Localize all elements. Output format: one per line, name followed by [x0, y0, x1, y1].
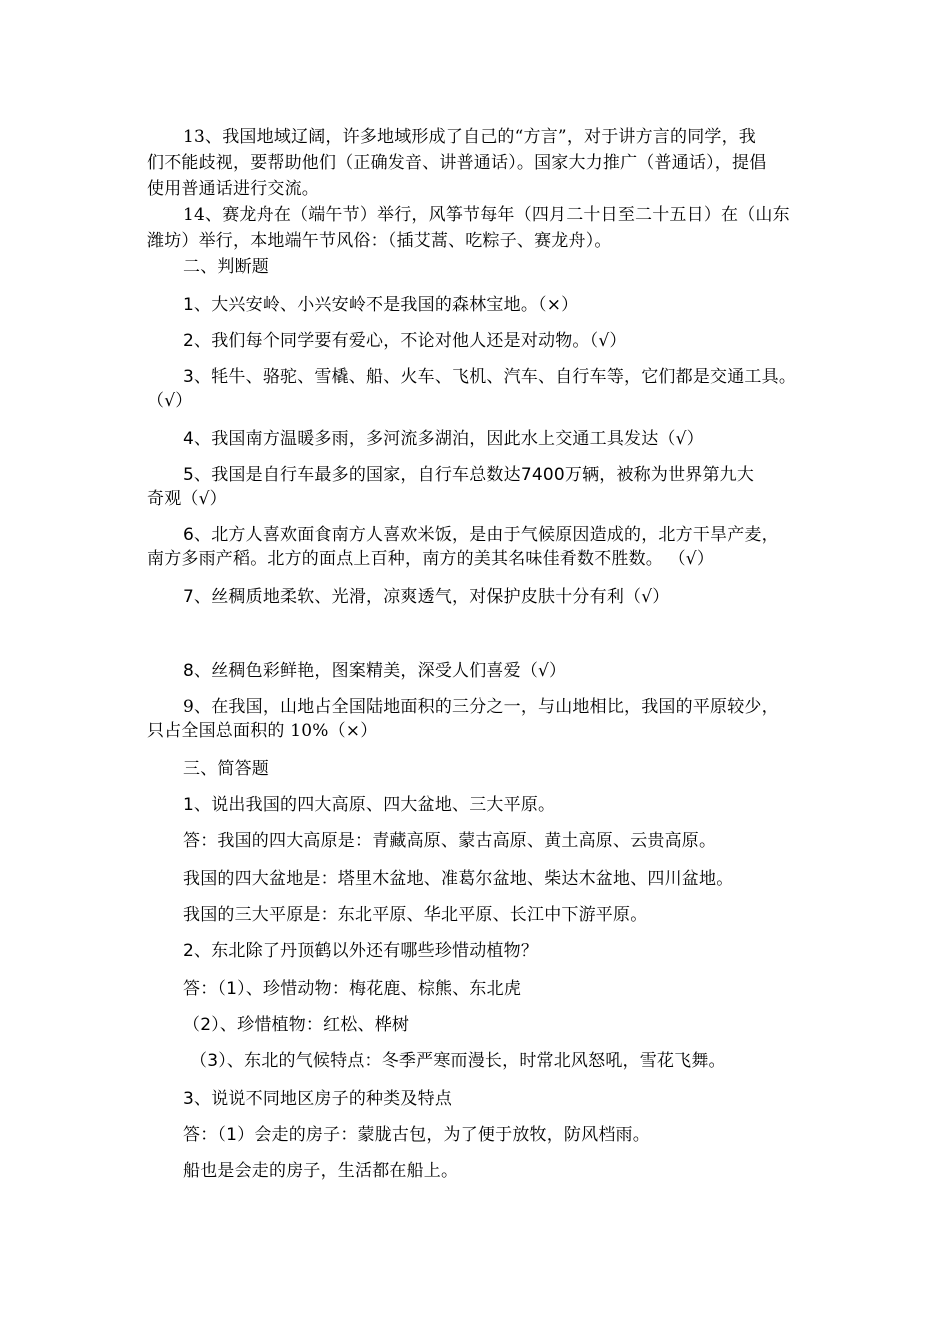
fill-blank-q14-line1: 14、赛龙舟在（端午节）举行，风筝节每年（四月二十日至二十五日）在（山东	[183, 205, 790, 225]
fill-blank-q13-line2: 们不能歧视，要帮助他们（正确发音、讲普通话）。国家大力推广（普通话），提倡	[147, 153, 767, 173]
short-answer-a1-line3: 我国的三大平原是：东北平原、华北平原、长江中下游平原。	[183, 905, 648, 925]
short-answer-a1-line2: 我国的四大盆地是：塔里木盆地、准葛尔盆地、柴达木盆地、四川盆地。	[183, 869, 734, 889]
short-answer-a2-line1: 答：（1）、珍惜动物：梅花鹿、棕熊、东北虎	[183, 979, 522, 999]
short-answer-a3-line2: 船也是会走的房子，生活都在船上。	[183, 1161, 459, 1181]
short-answer-q1: 1、说出我国的四大高原、四大盆地、三大平原。	[183, 795, 556, 815]
fill-blank-q14-line2: 潍坊）举行，本地端午节风俗：（插艾蒿、吃粽子、赛龙舟）。	[147, 231, 612, 251]
fill-blank-q13-line1: 13、我国地域辽阔，许多地域形成了自己的“方言”，对于讲方言的同学，我	[183, 127, 757, 147]
judge-heading: 二、判断题	[183, 257, 269, 277]
judge-item-5-line2: 奇观（√）	[147, 489, 227, 509]
judge-item-3-line2: （√）	[147, 391, 193, 411]
judge-item-6-line1: 6、北方人喜欢面食南方人喜欢米饭，是由于气候原因造成的，北方干旱产麦，	[183, 525, 779, 545]
short-answer-a2-line3: （3）、东北的气候特点：冬季严寒而漫长，时常北风怒吼，雪花飞舞。	[190, 1051, 726, 1071]
judge-item-6-line2: 南方多雨产稻。北方的面点上百种，南方的美其名味佳肴数不胜数。 （√）	[147, 549, 715, 569]
judge-item-9-line2: 只占全国总面积的 10%（×）	[147, 721, 378, 741]
judge-item-3-line1: 3、牦牛、骆驼、雪橇、船、火车、飞机、汽车、自行车等，它们都是交通工具。	[183, 367, 797, 387]
judge-item-9-line1: 9、在我国，山地占全国陆地面积的三分之一，与山地相比，我国的平原较少，	[183, 697, 779, 717]
judge-item-5-line1: 5、我国是自行车最多的国家，自行车总数达7400万辆，被称为世界第九大	[183, 465, 755, 485]
judge-item-4: 4、我国南方温暖多雨，多河流多湖泊，因此水上交通工具发达（√）	[183, 429, 704, 449]
judge-item-2: 2、我们每个同学要有爱心，不论对他人还是对动物。（√）	[183, 331, 627, 351]
short-answer-q3: 3、说说不同地区房子的种类及特点	[183, 1089, 453, 1109]
short-answer-a1-line1: 答：我国的四大高原是：青藏高原、蒙古高原、黄土高原、云贵高原。	[183, 831, 717, 851]
short-answer-a2-line2: （2）、珍惜植物：红松、桦树	[183, 1015, 410, 1035]
short-answer-heading: 三、简答题	[183, 759, 269, 779]
short-answer-q2: 2、东北除了丹顶鹤以外还有哪些珍惜动植物？	[183, 941, 539, 961]
short-answer-a3-line1: 答：（1）会走的房子：蒙胧古包，为了便于放牧，防风档雨。	[183, 1125, 650, 1145]
judge-item-7: 7、丝稠质地柔软、光滑，凉爽透气，对保护皮肤十分有利（√）	[183, 587, 670, 607]
judge-item-1: 1、大兴安岭、小兴安岭不是我国的森林宝地。（×）	[183, 295, 579, 315]
fill-blank-q13-line3: 使用普通话进行交流。	[147, 179, 319, 199]
judge-item-8: 8、丝稠色彩鲜艳，图案精美，深受人们喜爱（√）	[183, 661, 567, 681]
